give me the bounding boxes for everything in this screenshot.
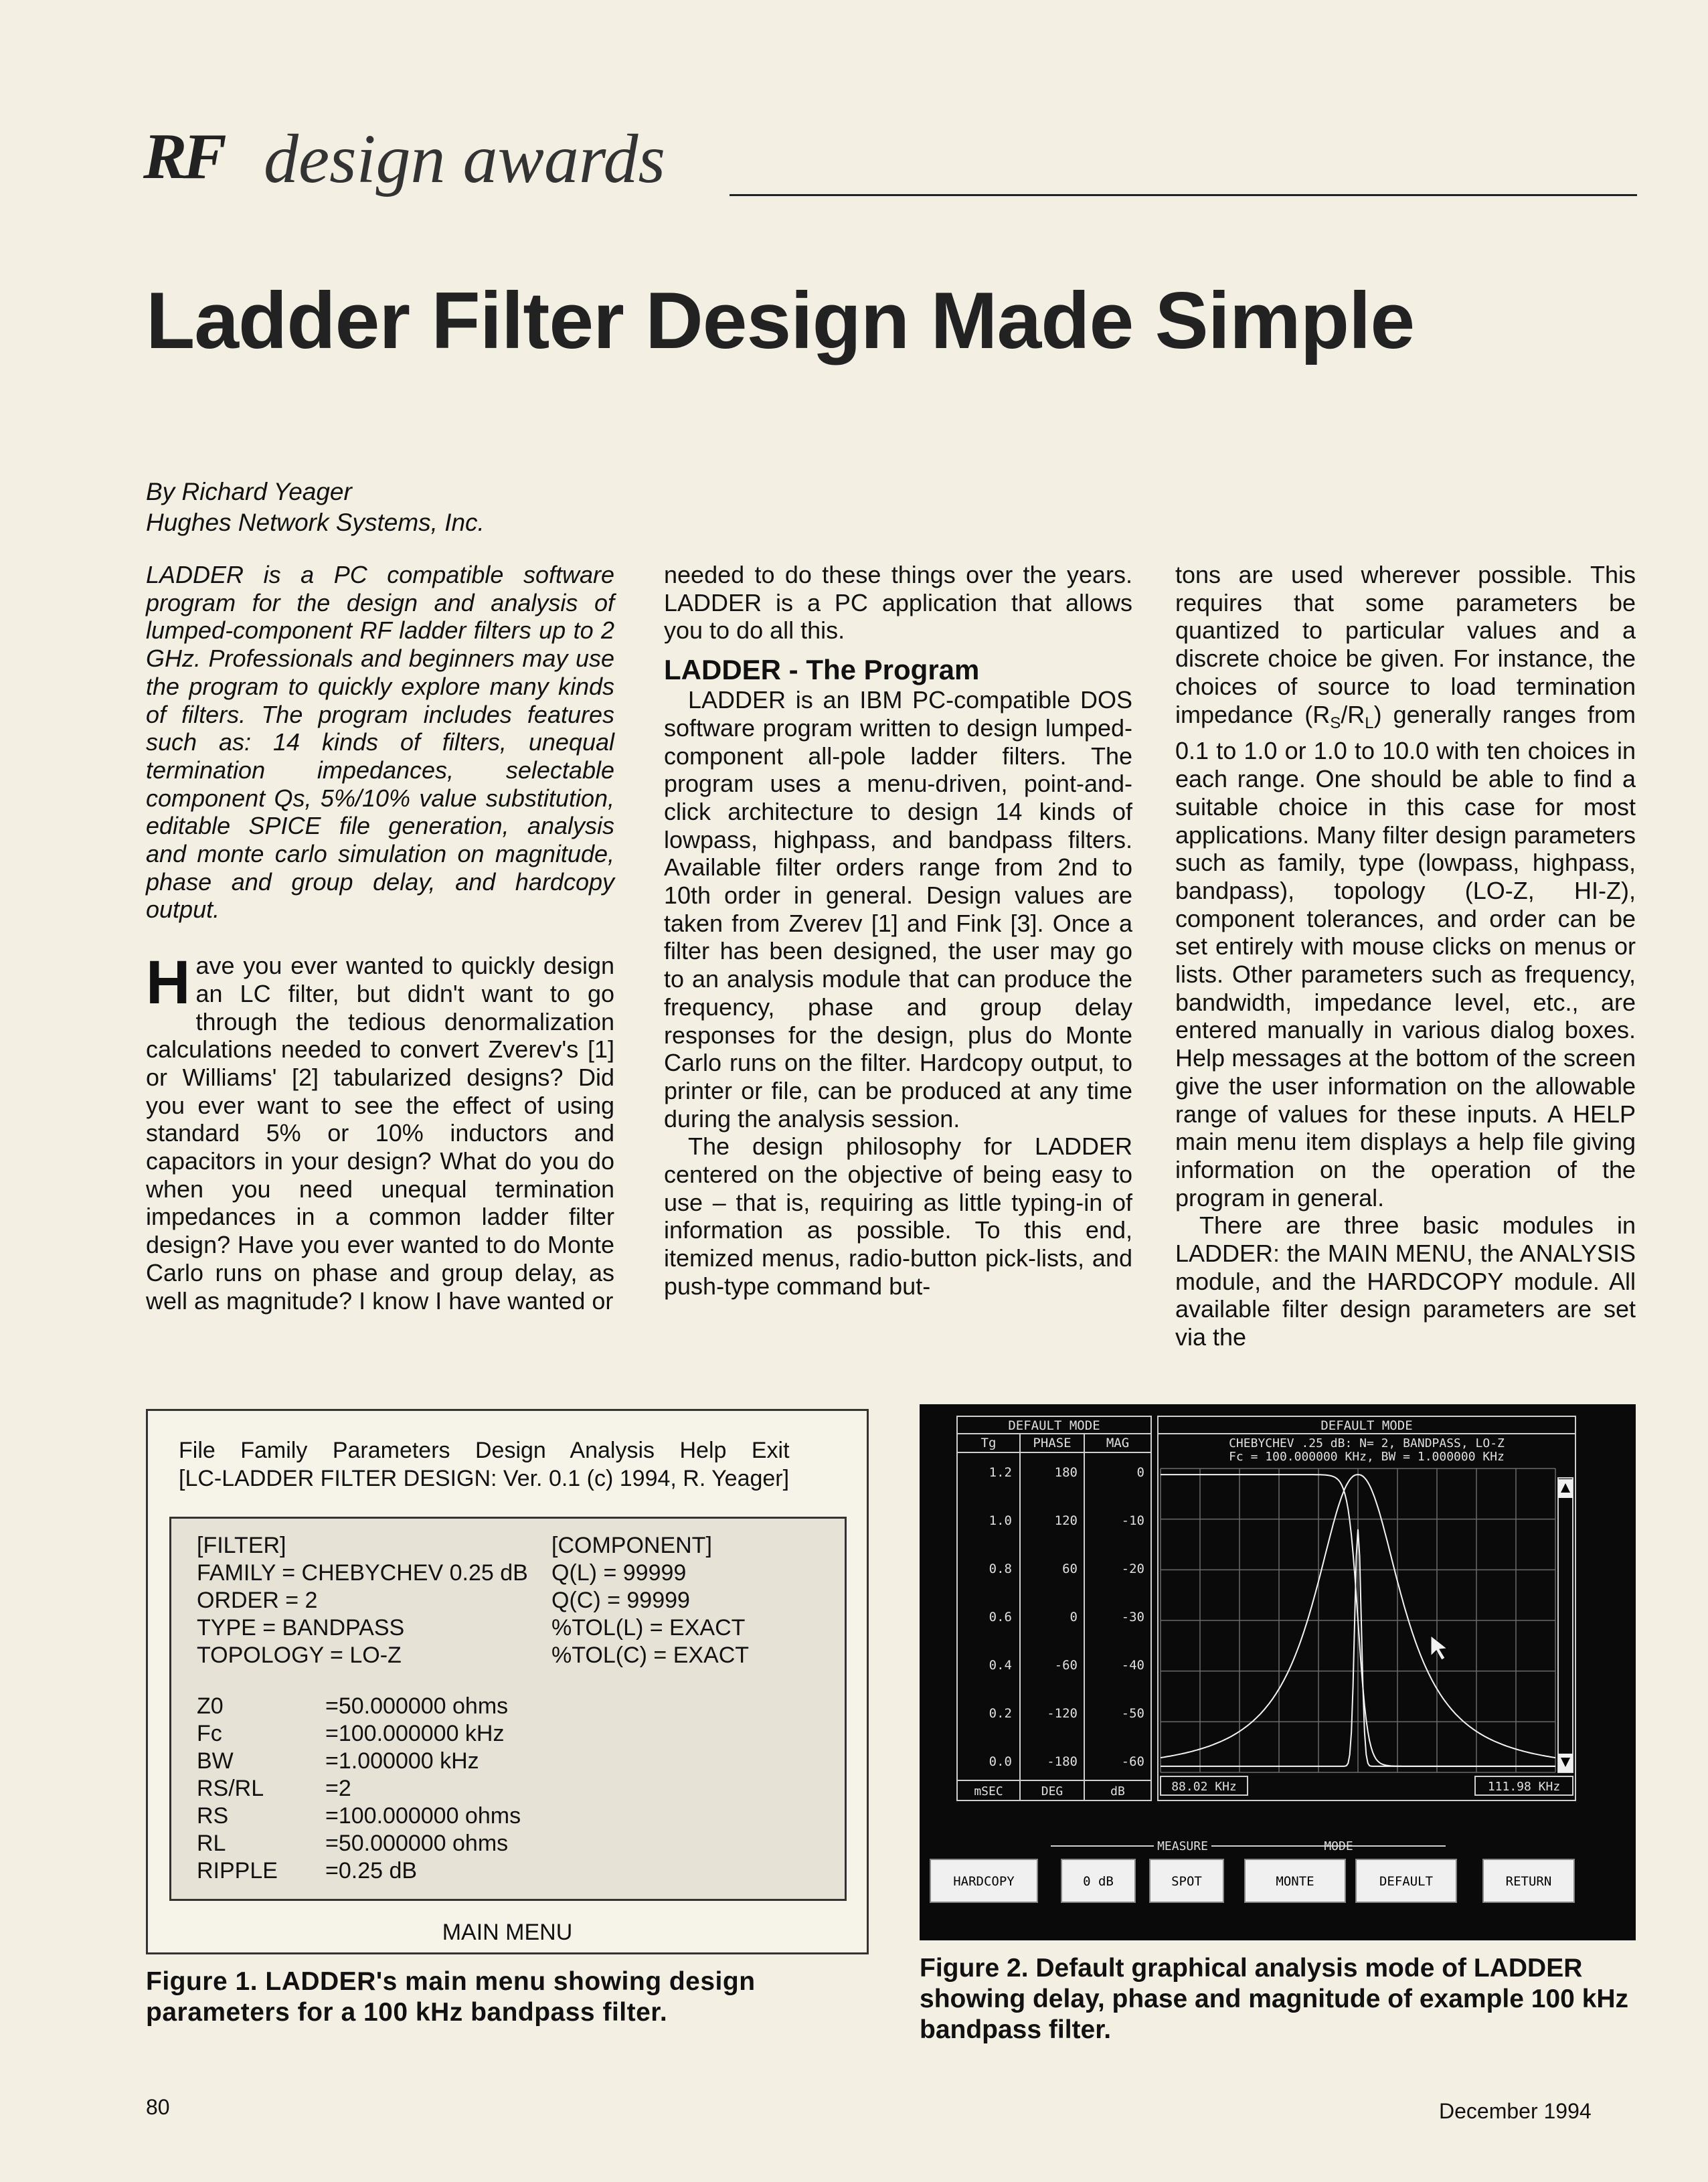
- left-mode-header: DEFAULT MODE: [1008, 1418, 1100, 1433]
- section-paragraph-2: The design philosophy for LADDER centered on the objective of being easy to use – that is, requiring as little typing-in of information as possible. To this end, itemized menus, radio-button pick-lists, and push-type command but-: [664, 1132, 1132, 1300]
- phase-tick: 0: [1070, 1610, 1078, 1624]
- abstract: LADDER is a PC compatible software program for the design and analysis of lumped-component RF ladder filters up to 2 GHz. Professionals and beginners may use the program to quickly explore many kinds of filters. The program includes features such as: 14 kinds of filters, unequal termination impedances, selectable component Qs, 5%/10% value substitution, editable SPICE file generation, analysis and monte carlo simulation on magnitude, phase and group delay, and hardcopy output.: [146, 561, 614, 924]
- figure-2-analysis-screen: [920, 1404, 1636, 1940]
- issue-date: December 1994: [1439, 2099, 1592, 2123]
- col-head-phase: PHASE: [1033, 1436, 1072, 1450]
- param-names: Z0 Fc BW RS/RL RS RL RIPPLE: [197, 1693, 278, 1883]
- intro-text: ave you ever wanted to quickly design an LC filter, but didn't want to go through the tedious denormalization calculations needed to convert Zverev's [1] or Williams' [2] tabularized designs? Did you ever want to see the effect of using standard 5% or 10% inductors and capacitors in your design? What do you do when you need unequal termination impedances in a common ladder filter design? Have you ever wanted to do Monte Carlo runs on phase and group delay, as well as magnitude? I know I have wanted or: [146, 952, 614, 1315]
- tg-tick: 0.8: [989, 1562, 1012, 1576]
- menu-file[interactable]: File: [179, 1438, 216, 1463]
- freq-high-label: 111.98 KHz: [1487, 1780, 1561, 1794]
- page-number: 80: [146, 2095, 170, 2119]
- unit-db: dB: [1110, 1784, 1125, 1798]
- mag-tick: -20: [1121, 1562, 1144, 1576]
- mag-tick: 0: [1136, 1465, 1144, 1480]
- col-head-tg: Tg: [980, 1436, 997, 1450]
- right-mode-header: DEFAULT MODE: [1320, 1418, 1413, 1433]
- unit-deg: DEG: [1041, 1784, 1063, 1798]
- filter-block: [FILTER] FAMILY = CHEBYCHEV 0.25 dB ORDER = 2 TYPE = BANDPASS TOPOLOGY = LO-Z: [197, 1533, 528, 1668]
- parameters-panel: [169, 1517, 847, 1901]
- phase-scale: [1047, 1465, 1078, 1769]
- svg-text:SPOT: SPOT: [1171, 1874, 1202, 1889]
- phase-tick: -120: [1047, 1706, 1078, 1721]
- mouse-pointer-icon: [1431, 1636, 1447, 1660]
- figure-1-caption: Figure 1. LADDER's main menu showing design parameters for a 100 kHz bandpass filter.: [146, 1967, 756, 2027]
- tg-scale: [989, 1465, 1012, 1769]
- main-menu-label: MAIN MENU: [442, 1920, 573, 1945]
- author: By Richard Yeager: [146, 478, 352, 505]
- menu-exit[interactable]: Exit: [751, 1438, 790, 1463]
- menu-parameters[interactable]: Parameters: [332, 1438, 450, 1463]
- mag-scale: [1122, 1465, 1144, 1769]
- figure-1-main-menu: [146, 1409, 869, 1954]
- tg-tick: 0.6: [989, 1610, 1012, 1624]
- tg-tick: 1.2: [989, 1465, 1012, 1480]
- info-line-2: Fc = 100.000000 KHz, BW = 1.000000 KHz: [1229, 1450, 1505, 1464]
- phase-tick: 120: [1054, 1513, 1078, 1528]
- column-2: [664, 561, 1132, 1300]
- measure-label: MEASURE: [1157, 1839, 1208, 1853]
- intro-continued: needed to do these things over the years. LADDER is a PC application that allows you to do all this.: [664, 561, 1132, 645]
- phase-tick: 60: [1062, 1562, 1078, 1576]
- section-heading: LADDER - The Program: [664, 654, 980, 686]
- byline: [146, 477, 485, 538]
- freq-low-label: 88.02 KHz: [1171, 1780, 1237, 1794]
- affiliation: Hughes Network Systems, Inc.: [146, 509, 485, 536]
- drop-cap: H: [146, 948, 191, 1017]
- menu-design[interactable]: Design: [475, 1438, 546, 1463]
- zero-db-button[interactable]: [1061, 1859, 1135, 1902]
- mag-tick: -40: [1121, 1658, 1144, 1673]
- component-block: [COMPONENT] Q(L) = 99999 Q(C) = 99999 %TOL(L) = EXACT %TOL(C) = EXACT: [551, 1533, 750, 1668]
- figure-2-caption: Figure 2. Default graphical analysis mode of LADDER showing delay, phase and magnitude of example 100 kHz bandpass filter.: [920, 1954, 1629, 2044]
- section-name: design awards: [264, 120, 665, 197]
- phase-tick: -60: [1054, 1658, 1078, 1673]
- param-values: =50.000000 ohms =100.000000 kHz =1.000000 kHz =2 =100.000000 ohms =50.000000 ohms =0.25 dB: [325, 1693, 521, 1883]
- menu-analysis[interactable]: Analysis: [570, 1438, 655, 1463]
- section-paragraph-1: LADDER is an IBM PC-compatible DOS software program written to design lumped-component all-pole ladder filters. The program uses a menu-driven, point-and-click architecture to design 14 kinds of lowpass, highpass, and bandpass filters. Available filter orders range from 2nd to 10th order in general. Design values are taken from Zverev [1] and Fink [3]. Once a filter has been designed, the user may go to an analysis module that can produce the frequency, phase and group delay responses for the design, plus do Monte Carlo runs on the filter. Hardcopy output, to printer or file, can be produced at any time during the analysis session.: [664, 686, 1132, 1132]
- tg-tick: 0.2: [989, 1706, 1012, 1721]
- mag-tick: -30: [1121, 1610, 1144, 1624]
- mag-tick: -10: [1121, 1513, 1144, 1528]
- svg-text:RETURN: RETURN: [1505, 1874, 1552, 1889]
- phase-tick: 180: [1054, 1465, 1078, 1480]
- svg-text:HARDCOPY: HARDCOPY: [953, 1874, 1015, 1889]
- menu-bar: [179, 1438, 808, 1464]
- tg-tick: 0.0: [989, 1754, 1012, 1769]
- menu-family[interactable]: Family: [240, 1438, 308, 1463]
- svg-text:DEFAULT: DEFAULT: [1379, 1874, 1434, 1889]
- scrollbar[interactable]: [1558, 1478, 1573, 1772]
- default-button[interactable]: [1356, 1859, 1456, 1902]
- header-rule: [730, 194, 1637, 196]
- hardcopy-button[interactable]: [930, 1859, 1037, 1902]
- version-line: [LC-LADDER FILTER DESIGN: Ver. 0.1 (c) 1994, R. Yeager]: [179, 1466, 790, 1491]
- unit-msec: mSEC: [974, 1784, 1003, 1798]
- col3-paragraph-1: tons are used wherever possible. This requires that some parameters be quantized to particular values and a discrete choice be given. For instance, the choices of source to load termination impedance $(R_S/R_L)$ generally ranges from 0.1 to 1.0 or 1.0 to 10.0 with ten choices in each range. One should be able to find a suitable choice in this case for most applications. Many filter design parameters such as family, type (lowpass, highpass, bandpass), topology (LO-Z, HI-Z), component tolerances, and order can be set entirely with mouse clicks on menus or lists. Other parameters such as frequency, bandwidth, impedance level, etc., are entered manually in various dialog boxes. Help messages at the bottom of the screen give the user information on the allowable range of values for these inputs. A HELP main menu item displays a help file giving information on the operation of the program in general.: [1175, 561, 1636, 1211]
- svg-text:0 dB: 0 dB: [1083, 1874, 1114, 1889]
- col-head-mag: MAG: [1106, 1436, 1130, 1450]
- mode-label: MODE: [1324, 1839, 1353, 1853]
- svg-text:MONTE: MONTE: [1276, 1874, 1314, 1889]
- column-3: [1175, 561, 1636, 1351]
- return-button[interactable]: [1483, 1859, 1574, 1902]
- menu-help[interactable]: Help: [679, 1438, 727, 1463]
- tg-tick: 1.0: [989, 1513, 1012, 1528]
- info-line-1: CHEBYCHEV .25 dB: N= 2, BANDPASS, LO-Z: [1229, 1436, 1505, 1450]
- col3-paragraph-2: There are three basic modules in LADDER: the MAIN MENU, the ANALYSIS module, and the HARDCOPY module. All available filter design parameters are set via the: [1175, 1211, 1636, 1351]
- monte-button[interactable]: [1245, 1859, 1345, 1902]
- mag-tick: -50: [1121, 1706, 1144, 1721]
- article-title: Ladder Filter Design Made Simple: [146, 276, 1415, 365]
- mag-tick: -60: [1121, 1754, 1144, 1769]
- column-1: [146, 561, 614, 1315]
- phase-tick: -180: [1047, 1754, 1078, 1769]
- intro-paragraph: [146, 948, 614, 1315]
- spot-button[interactable]: [1150, 1859, 1223, 1902]
- rf-logo: RF: [143, 120, 223, 193]
- tg-tick: 0.4: [989, 1658, 1012, 1673]
